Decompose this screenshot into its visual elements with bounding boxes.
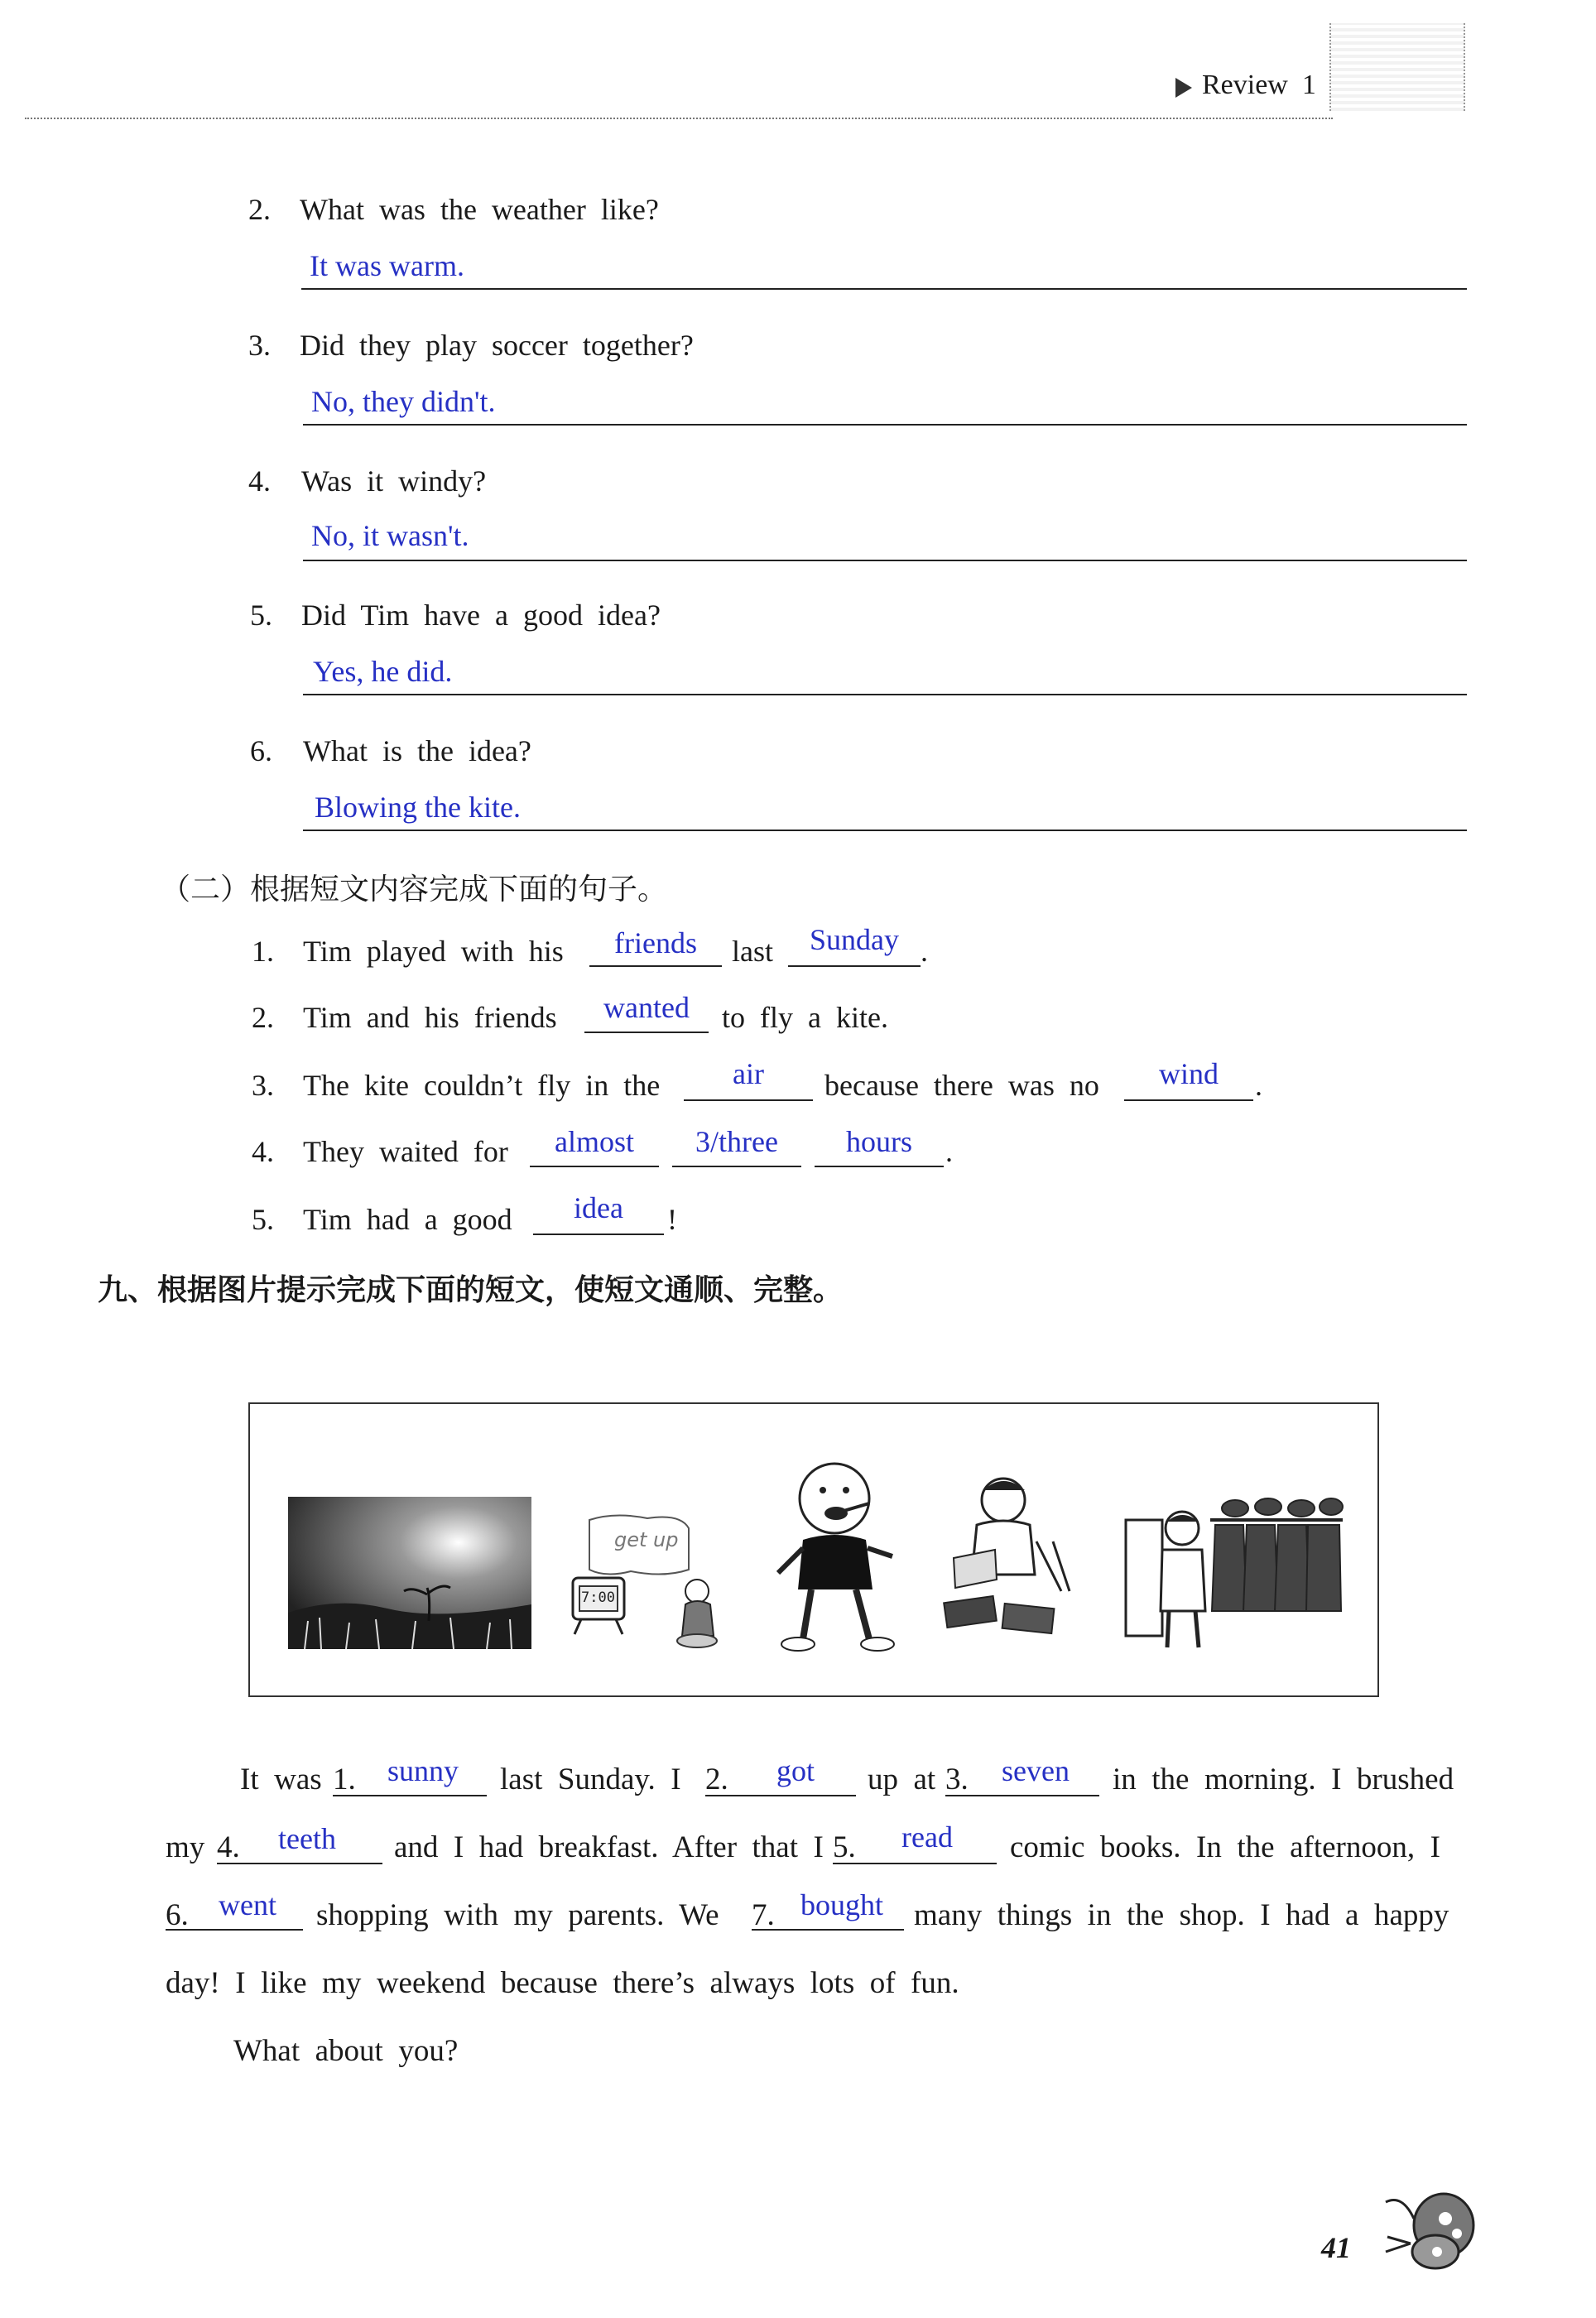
blank-answer: wind <box>1159 1057 1219 1090</box>
sentence-text: Tim had a good <box>303 1203 512 1236</box>
sunny-field-picture <box>288 1497 531 1649</box>
header-dotted-rule <box>25 118 1333 119</box>
passage-text: shopping with my parents. We <box>316 1898 719 1932</box>
blank-number: 1. <box>333 1763 356 1796</box>
blank-answer: almost <box>555 1125 634 1158</box>
passage-text: in the morning. I brushed <box>1113 1763 1454 1796</box>
passage-text: my <box>166 1830 205 1864</box>
header-review-label: Review 1 <box>1202 70 1316 100</box>
sentence-text: The kite couldn’t fly in the <box>303 1069 661 1102</box>
blank-line <box>589 965 722 967</box>
sentence-number: 1. <box>252 935 274 968</box>
blank-line <box>1124 1099 1253 1101</box>
blank-line <box>217 1863 382 1864</box>
qa-number: 2. <box>248 193 271 226</box>
clothes-shop-picture <box>1119 1487 1348 1652</box>
passage-text: and I had breakfast. After that I <box>394 1830 824 1864</box>
blank-number: 6. <box>166 1898 189 1932</box>
sentence-number: 2. <box>252 1001 274 1034</box>
sentence-text: Tim played with his <box>303 935 564 968</box>
blank-number: 7. <box>752 1898 775 1932</box>
passage-text: up at <box>868 1763 936 1796</box>
answer-line <box>301 288 1467 290</box>
blank-line <box>533 1234 664 1235</box>
qa-answer: Blowing the kite. <box>315 791 521 824</box>
get-up-sign-text: get up <box>614 1528 679 1551</box>
blank-number: 2. <box>705 1763 728 1796</box>
sentence-number: 4. <box>252 1135 274 1168</box>
blank-line <box>945 1795 1099 1796</box>
blank-answer: idea <box>574 1191 623 1224</box>
blank-line <box>752 1929 904 1931</box>
brushing-teeth-picture <box>762 1457 911 1664</box>
sentence-end: ! <box>667 1203 677 1236</box>
sentence-text: to fly a kite. <box>722 1001 888 1034</box>
blank-answer: hours <box>846 1125 912 1158</box>
blank-line <box>333 1795 487 1796</box>
section-9-title: 九、根据图片提示完成下面的短文，使短文通顺、完整。 <box>98 1273 844 1307</box>
sentence-text: Tim and his friends <box>303 1001 557 1034</box>
qa-answer: It was warm. <box>310 249 464 282</box>
section-2-title: （二）根据短文内容完成下面的句子。 <box>161 873 668 907</box>
sentence-end: . <box>921 935 928 968</box>
blank-answer: seven <box>1002 1754 1070 1787</box>
blank-answer: bought <box>800 1888 883 1921</box>
blank-line <box>166 1929 303 1931</box>
qa-question: Was it windy? <box>301 464 487 498</box>
qa-answer: No, they didn't. <box>311 385 496 418</box>
qa-answer: No, it wasn't. <box>311 519 469 552</box>
qa-number: 3. <box>248 329 271 362</box>
answer-line <box>303 694 1467 695</box>
blank-answer: teeth <box>278 1822 336 1855</box>
passage-text: last Sunday. I <box>500 1763 681 1796</box>
answer-line <box>303 424 1467 426</box>
blank-line <box>684 1099 813 1101</box>
passage-text: comic books. In the afternoon, I <box>1010 1830 1440 1864</box>
header-arrow-icon <box>1175 78 1192 98</box>
blank-answer: Sunday <box>810 923 899 956</box>
blank-number: 5. <box>833 1830 856 1864</box>
blank-line <box>815 1166 944 1167</box>
answer-line <box>303 560 1467 561</box>
sentence-text: last <box>732 935 773 968</box>
sentence-end: . <box>945 1135 953 1168</box>
qa-answer: Yes, he did. <box>313 655 453 688</box>
sentence-end: . <box>1255 1069 1262 1102</box>
passage-line-4: day! I like my weekend because there’s always lots of fun. <box>166 1966 959 2000</box>
header-corner-box <box>1329 23 1465 111</box>
blank-line <box>672 1166 801 1167</box>
qa-question: What is the idea? <box>303 734 531 767</box>
blank-answer: friends <box>614 926 697 959</box>
blank-answer: air <box>733 1057 764 1090</box>
blank-answer: got <box>776 1754 815 1787</box>
page-number: 41 <box>1321 2231 1351 2264</box>
blank-line <box>530 1166 659 1167</box>
qa-question: What was the weather like? <box>300 193 659 226</box>
passage-text: many things in the shop. I had a happy <box>914 1898 1449 1932</box>
blank-answer: read <box>901 1820 953 1854</box>
butterfly-icon <box>1377 2186 1477 2277</box>
blank-line <box>705 1795 856 1796</box>
clock-time-text: 7:00 <box>581 1589 615 1606</box>
blank-answer: sunny <box>387 1754 459 1787</box>
reading-books-picture <box>937 1467 1078 1649</box>
passage-text: It was <box>240 1763 322 1796</box>
sentence-number: 3. <box>252 1069 274 1102</box>
sentence-text: They waited for <box>303 1135 508 1168</box>
blank-line <box>584 1032 709 1033</box>
qa-question: Did Tim have a good idea? <box>301 599 661 632</box>
blank-answer: went <box>219 1888 276 1921</box>
blank-line <box>833 1863 997 1864</box>
blank-number: 4. <box>217 1830 240 1864</box>
blank-answer: 3/three <box>695 1125 778 1158</box>
answer-line <box>303 830 1467 831</box>
picture-strip-frame <box>248 1402 1379 1697</box>
qa-question: Did they play soccer together? <box>300 329 694 362</box>
blank-line <box>788 965 921 967</box>
qa-number: 6. <box>250 734 272 767</box>
qa-number: 5. <box>250 599 272 632</box>
blank-number: 3. <box>945 1763 969 1796</box>
sentence-number: 5. <box>252 1203 274 1236</box>
sentence-text: because there was no <box>824 1069 1099 1102</box>
passage-line-5: What about you? <box>233 2034 459 2068</box>
blank-answer: wanted <box>603 991 690 1024</box>
qa-number: 4. <box>248 464 271 498</box>
